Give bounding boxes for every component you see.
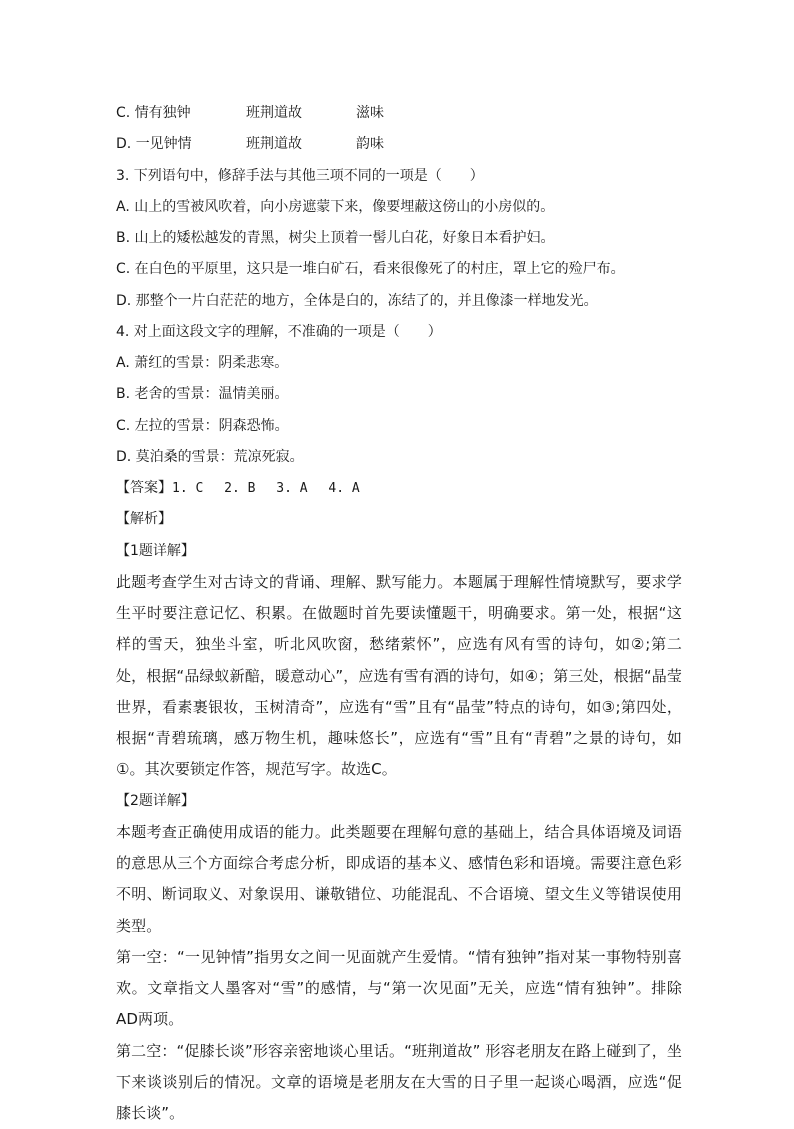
option-letter: D. [116,136,131,152]
q2-detail-paragraph [116,817,682,1129]
document-page [116,98,682,1129]
option-c-row [116,98,682,129]
option-word-2: 班荆道故 [246,98,356,129]
q2-blank-2-text: 第二空：“促膝长谈”形容亲密地谈心里话。“班荆道故” 形容老朋友在路上碰到了，坐下来谈谈别后的情况。文章的语境是老朋友在大雪的日子里一起谈心喝酒，应选“促膝长谈”。 [116,1036,682,1129]
option-d-row [116,129,682,160]
answer-line [116,473,682,504]
question-4-option-d: D. 莫泊桑的雪景：荒凉死寂。 [116,442,682,473]
option-word-1: 情有独钟 [135,105,191,121]
question-3-stem: 3. 下列语句中，修辞手法与其他三项不同的一项是（ ） [116,161,682,192]
option-word-3: 滋味 [356,98,384,129]
q1-detail-label: 【1题详解】 [116,536,682,567]
analysis-label: 【解析】 [116,504,682,535]
q2-blank-1-text: 第一空：“一见钟情”指男女之间一见面就产生爱情。“情有独钟”指对某一事物特别喜欢。文章指文人墨客对“雪”的感情，与“第一次见面”无关，应选“情有独钟”。排除AD两项。 [116,942,682,1036]
option-word-3: 韵味 [356,129,384,160]
question-3-option-c: C. 在白色的平原里，这只是一堆白矿石，看来很像死了的村庄，罩上它的殓尸布。 [116,254,682,285]
answer-text: 1. C 2. B 3. A 4. A [172,481,360,496]
q2-detail-label: 【2题详解】 [116,786,682,817]
option-letter: C. [116,105,130,121]
q2-detail-text: 本题考查正确使用成语的能力。此类题要在理解句意的基础上，结合具体语境及词语的意思从三个方面综合考虑分析，即成语的基本义、感情色彩和语境。需要注意色彩不明、断词取义、对象误用、谦敬错位、功能混乱、不合语境、望文生义等错误使用类型。 [116,817,682,942]
q1-detail-paragraph [116,567,682,786]
question-4-option-a: A. 萧红的雪景：阴柔悲寒。 [116,348,682,379]
question-3-option-b: B. 山上的矮松越发的青黑，树尖上顶着一髻儿白花，好象日本看护妇。 [116,223,682,254]
question-4-option-c: C. 左拉的雪景：阴森恐怖。 [116,411,682,442]
question-3-option-d: D. 那整个一片白茫茫的地方，全体是白的，冻结了的，并且像漆一样地发光。 [116,286,682,317]
question-4-stem: 4. 对上面这段文字的理解，不准确的一项是（ ） [116,317,682,348]
option-word-2: 班荆道故 [246,129,356,160]
question-3-option-a: A. 山上的雪被风吹着，向小房遮蒙下来，像要埋蔽这傍山的小房似的。 [116,192,682,223]
option-word-1: 一见钟情 [136,136,192,152]
q1-detail-text: 此题考查学生对古诗文的背诵、理解、默写能力。本题属于理解性情境默写，要求学生平时要注意记忆、积累。在做题时首先要读懂题干，明确要求。第一处，根据“这样的雪天，独坐斗室，听北风吹窗，愁绪萦怀”，应选有风有雪的诗句，如②;第二处，根据“品绿蚁新醅，暖意动心”，应选有雪有酒的诗句，如④；第三处，根据“晶莹世界，看素裹银妆，玉树清奇”，应选有“雪”且有“晶莹”特点的诗句，如③;第四处，根据“青碧琉璃，感万物生机，趣味悠长”，应选有“雪”且有“青碧”之景的诗句，如①。其次要锁定作答，规范写字。故选C。 [116,567,682,786]
question-4-option-b: B. 老舍的雪景：温情美丽。 [116,379,682,410]
answer-label: 【答案】 [116,480,172,496]
